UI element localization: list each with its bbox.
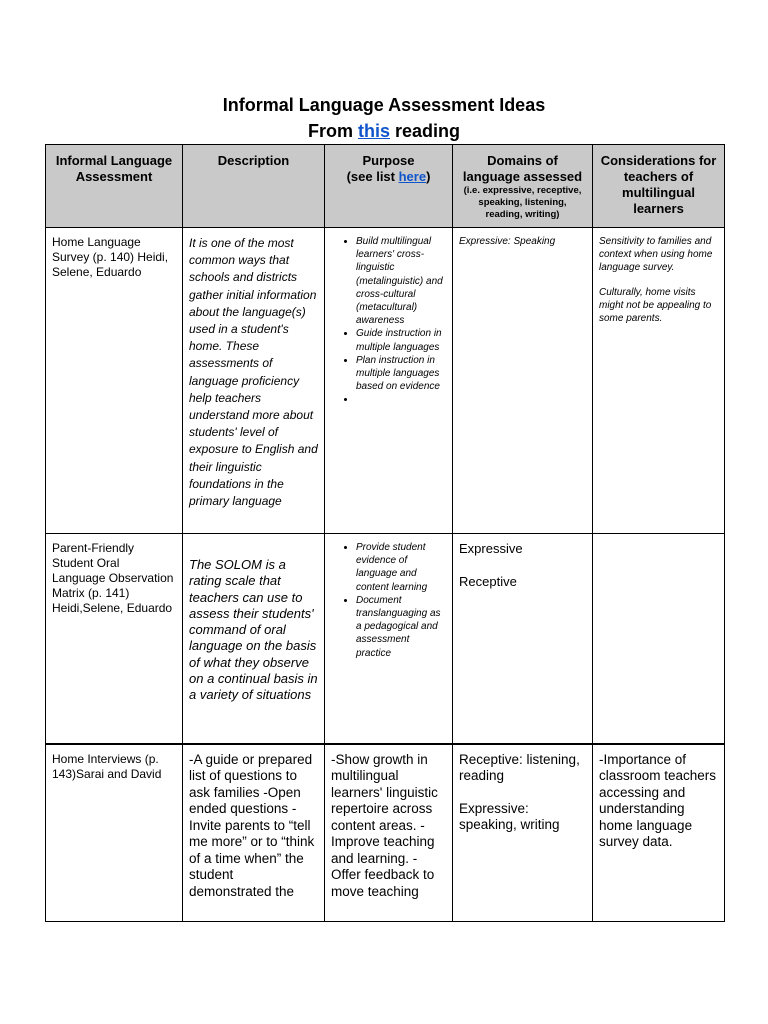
- row3-domain-1: Receptive: listening, reading: [459, 751, 580, 783]
- row3-description: [183, 744, 325, 922]
- header-purpose: [325, 145, 453, 228]
- document-title: Informal Language Assessment Ideas: [222, 95, 546, 115]
- row3-purpose-text: -Show growth in multilingual learners' linguistic repertoire across content areas. -Improve teaching and learning. -Offer feedback to move teaching: [331, 751, 438, 899]
- table-row: [46, 534, 725, 744]
- document-subtitle: [0, 118, 768, 144]
- header-description: Description: [183, 145, 325, 228]
- row2-description: The SOLOM is a rating scale that teachers can use to assess their students' command of oral language on the basis of what they observe on a continual basis in a variety of situations: [183, 534, 325, 744]
- header-purpose-prefix: (see list: [346, 169, 399, 184]
- header-domains: [453, 145, 593, 228]
- header-assessment: Informal Language Assessment: [46, 145, 183, 228]
- row2-assessment: Parent-Friendly Student Oral Language Observation Matrix (p. 141) Heidi,Selene, Eduardo: [46, 534, 183, 744]
- list-item: • Document translanguaging as a pedagogical and assessment practice: [356, 594, 446, 660]
- row1-purpose-list: [331, 235, 446, 409]
- row1-purpose: [325, 228, 453, 534]
- row2-domain-1: Expressive: [459, 541, 523, 556]
- row1-considerations: [593, 228, 725, 534]
- header-domains-note: (i.e. expressive, receptive, speaking, listening, reading, writing): [463, 185, 582, 220]
- row3-description-text: -A guide or prepared list of questions to ask families -Open ended questions -Invite parents to “tell me more” or to “think of a time when” the student demonstrated the: [189, 751, 315, 899]
- table-row: [46, 744, 725, 922]
- header-domains-label: Domains of language assessed: [462, 153, 583, 184]
- list-item: [356, 393, 446, 409]
- row3-purpose: [325, 744, 453, 922]
- row2-purpose: [325, 534, 453, 744]
- reading-link[interactable]: this: [357, 121, 390, 141]
- row1-domains: Expressive: Speaking: [453, 228, 593, 534]
- table-row: [46, 228, 725, 534]
- row3-considerations: -Importance of classroom teachers accessing and understanding home language survey data.: [593, 744, 725, 922]
- row2-domain-2: Receptive: [459, 573, 517, 589]
- row3-domains: [453, 744, 593, 922]
- list-item: • Guide instruction in multiple languages: [356, 327, 446, 353]
- row3-domain-2: Expressive: speaking, writing: [459, 800, 560, 832]
- row1-assessment: Home Language Survey (p. 140) Heidi, Selene, Eduardo: [46, 228, 183, 534]
- subtitle-prefix: From: [307, 121, 358, 141]
- row2-considerations: [593, 534, 725, 744]
- row1-consideration-2: Culturally, home visits might not be appealing to some parents.: [599, 287, 712, 324]
- list-item: • Build multilingual learners' cross-linguistic (metalinguistic) and cross-cultural (metacultural) awareness: [356, 235, 446, 327]
- header-row: [46, 145, 725, 228]
- subtitle-suffix: reading: [390, 121, 461, 141]
- row3-assessment: Home Interviews (p. 143)Sarai and David: [46, 744, 183, 922]
- purpose-list-link[interactable]: here: [398, 169, 427, 184]
- row1-description: It is one of the most common ways that schools and districts gather initial information about the language(s) used in a student's home. These assessments of language proficiency help teachers understand more about students' level of exposure to English and their linguistic foundations in the primary language: [183, 228, 325, 534]
- row1-consideration-1: Sensitivity to families and context when using home language survey.: [599, 236, 713, 273]
- header-purpose-suffix: ): [426, 169, 431, 184]
- row2-purpose-list: [331, 541, 446, 660]
- header-purpose-label: Purpose: [362, 153, 415, 168]
- list-item: • Provide student evidence of language and content learning: [356, 541, 446, 594]
- assessment-table: [45, 144, 725, 922]
- row2-domains: [453, 534, 593, 744]
- header-considerations: Considerations for teachers of multilingual learners: [593, 145, 725, 228]
- list-item: • Plan instruction in multiple languages based on evidence: [356, 354, 446, 394]
